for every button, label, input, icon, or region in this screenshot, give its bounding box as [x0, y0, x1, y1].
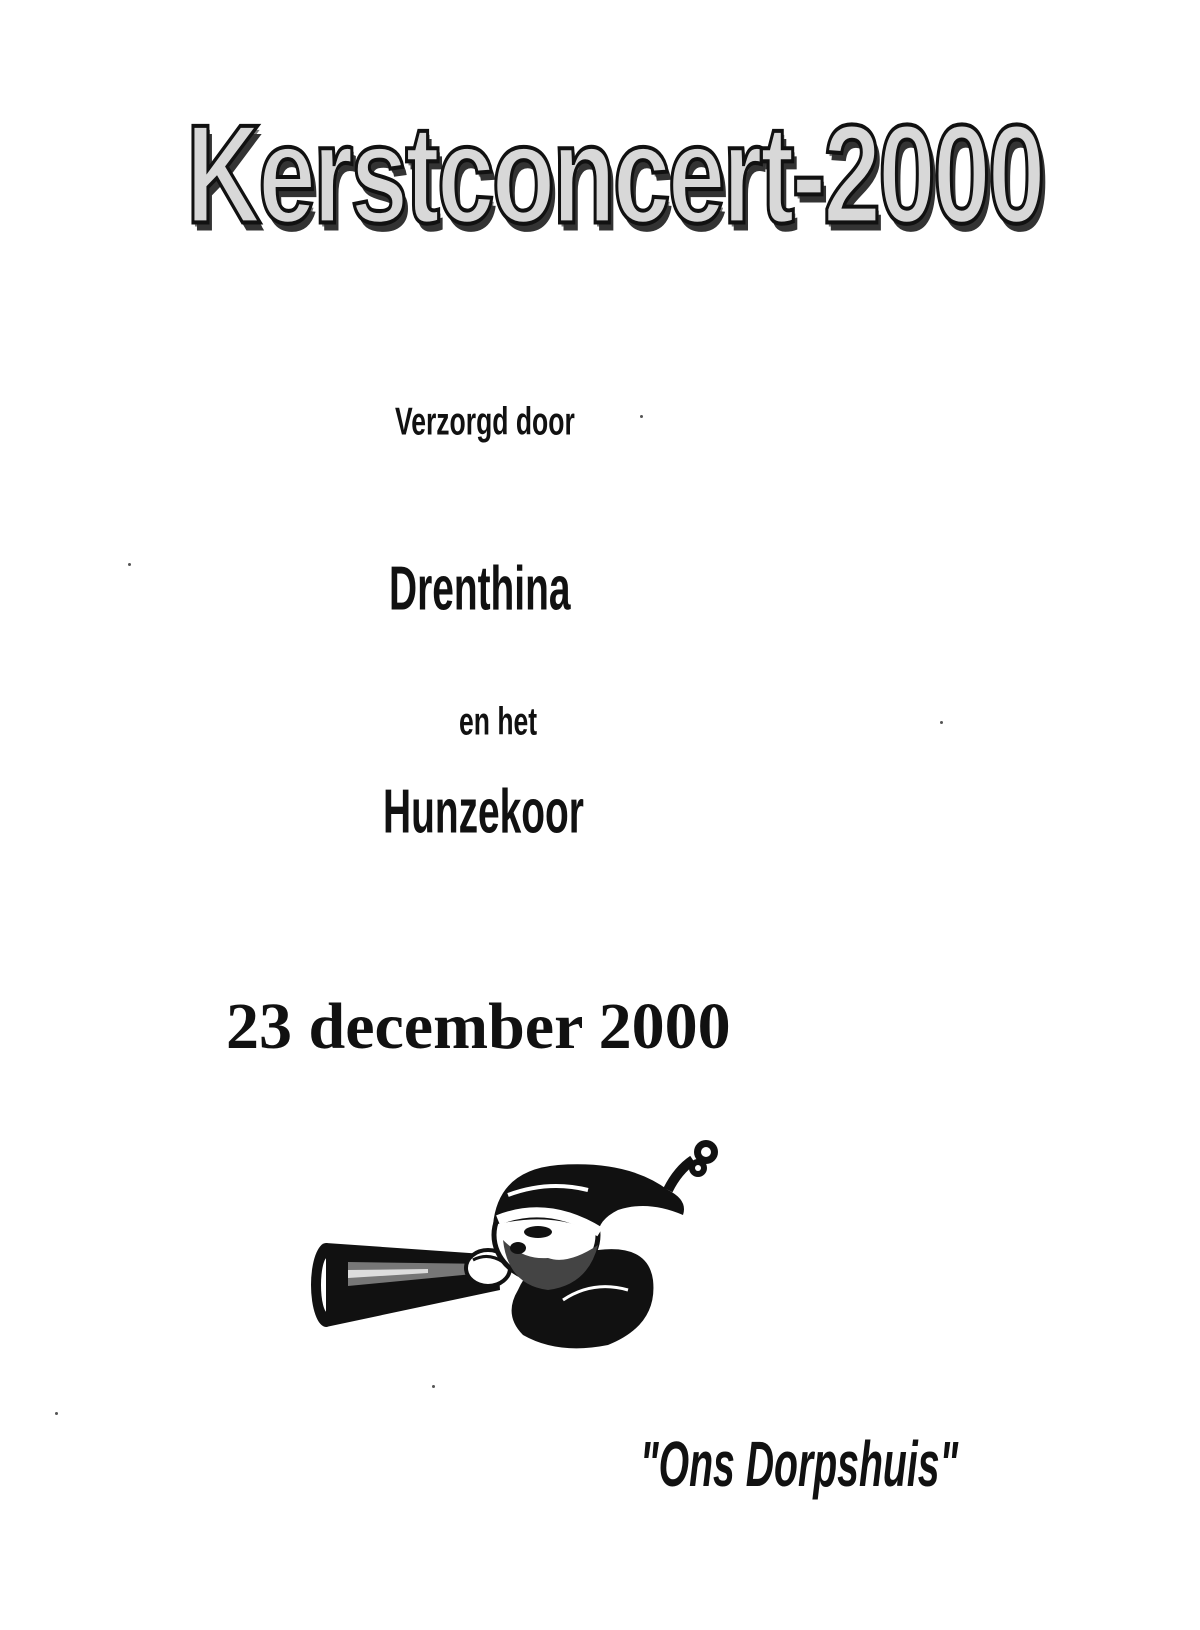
scan-speck — [55, 1412, 58, 1415]
scan-speck — [640, 415, 643, 418]
santa-trumpet-icon — [308, 1140, 758, 1355]
connector-text: en het — [459, 700, 538, 744]
concert-date: 23 december 2000 — [226, 990, 731, 1063]
concert-title: Kerstconcert-2000 — [186, 96, 1043, 254]
organized-by-label: Verzorgd door — [395, 400, 575, 444]
performer-drenthina: Drenthina — [389, 554, 571, 624]
scan-speck — [128, 563, 131, 566]
scan-speck — [432, 1385, 435, 1388]
venue-name: "Ons Dorpshuis" — [640, 1427, 959, 1500]
performer-hunzekoor: Hunzekoor — [383, 777, 584, 847]
scan-speck — [940, 721, 943, 724]
